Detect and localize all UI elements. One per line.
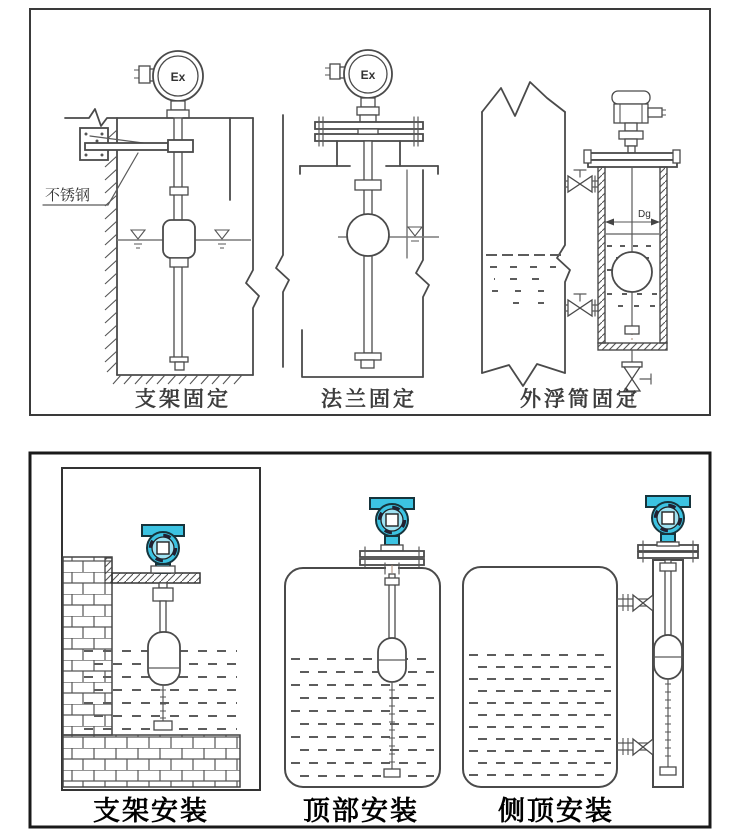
tank-outline	[463, 567, 617, 787]
stop-collar	[660, 563, 676, 571]
ex-marking-label: Ex	[360, 68, 376, 82]
float-ball	[148, 632, 180, 685]
bottom-panel	[30, 453, 710, 827]
chamber-flange	[584, 150, 680, 167]
guide-tube	[160, 601, 166, 632]
stainless-steel-label: 不锈钢	[45, 187, 91, 204]
end-weight	[384, 769, 400, 777]
end-weight	[660, 767, 676, 775]
float-ball	[163, 220, 195, 258]
stop-collar	[153, 588, 173, 601]
float-ball	[612, 252, 652, 292]
stop-collar	[170, 187, 188, 195]
stop-collar	[625, 326, 639, 334]
end-weight	[154, 721, 172, 730]
caption-flange-fixing: 法兰固定	[321, 388, 417, 411]
float-ball	[654, 635, 682, 679]
top-panel	[30, 9, 710, 415]
caption-bracket-fixing: 支架固定	[135, 388, 231, 411]
float-ball	[378, 638, 406, 682]
tank-outline	[285, 568, 440, 787]
stop-collar	[170, 258, 188, 267]
caption-top-installation: 顶部安装	[303, 796, 419, 826]
bracket-shelf	[112, 573, 200, 583]
caption-side-top-installation: 侧顶安装	[498, 796, 614, 826]
caption-bracket-installation: 支架安装	[93, 796, 209, 826]
float-ball	[347, 214, 389, 256]
guide-tube	[159, 583, 167, 588]
stop-collar	[385, 578, 399, 585]
ex-marking-label: Ex	[170, 70, 186, 84]
diagram-bracket-installation	[62, 468, 260, 826]
diameter-label: Dg	[638, 209, 651, 220]
stop-collar	[355, 180, 381, 190]
caption-external-chamber-fixing: 外浮筒固定	[520, 388, 640, 411]
